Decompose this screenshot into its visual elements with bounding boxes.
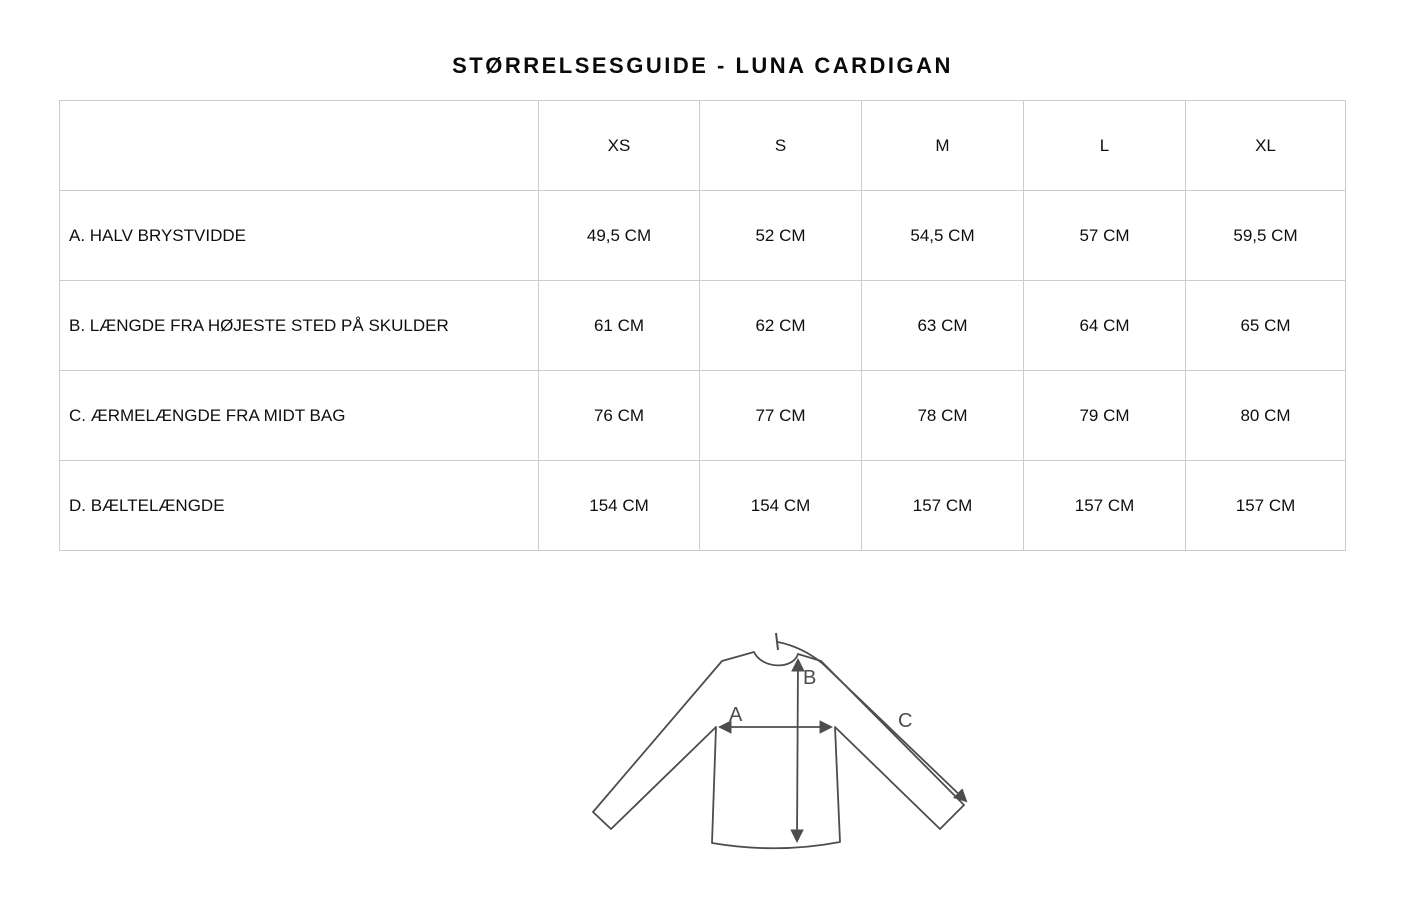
cell-value: 64 CM	[1024, 281, 1186, 371]
header-cell-empty	[60, 101, 539, 191]
header-cell-m: M	[862, 101, 1024, 191]
cell-value: 157 CM	[862, 461, 1024, 551]
header-cell-s: S	[700, 101, 862, 191]
cell-value: 54,5 CM	[862, 191, 1024, 281]
header-cell-xl: XL	[1186, 101, 1346, 191]
cell-value: 154 CM	[539, 461, 700, 551]
table-row	[60, 461, 1346, 551]
table-header-row	[60, 101, 1346, 191]
cardigan-measurement-diagram	[565, 606, 995, 876]
page-title: STØRRELSESGUIDE - LUNA CARDIGAN	[452, 53, 953, 78]
cell-value: 157 CM	[1186, 461, 1346, 551]
cell-value: 79 CM	[1024, 371, 1186, 461]
measure-c-label: C	[898, 710, 913, 732]
measure-a-label: A	[729, 704, 743, 726]
measure-c-line	[778, 642, 966, 801]
table-row	[60, 191, 1346, 281]
cell-value: 52 CM	[700, 191, 862, 281]
cell-value: 62 CM	[700, 281, 862, 371]
table-row	[60, 371, 1346, 461]
cell-value: 65 CM	[1186, 281, 1346, 371]
cell-value: 57 CM	[1024, 191, 1186, 281]
row-label: B. LÆNGDE FRA HØJESTE STED PÅ SKULDER	[60, 281, 539, 371]
measure-b-label: B	[803, 667, 817, 689]
cardigan-outline-shape	[593, 652, 964, 848]
measure-c-start-tick	[776, 633, 778, 650]
header-cell-l: L	[1024, 101, 1186, 191]
cell-value: 63 CM	[862, 281, 1024, 371]
table-row	[60, 281, 1346, 371]
cell-value: 59,5 CM	[1186, 191, 1346, 281]
cell-value: 157 CM	[1024, 461, 1186, 551]
size-table	[59, 100, 1346, 551]
row-label: D. BÆLTELÆNGDE	[60, 461, 539, 551]
cell-value: 76 CM	[539, 371, 700, 461]
row-label: C. ÆRMELÆNGDE FRA MIDT BAG	[60, 371, 539, 461]
cell-value: 78 CM	[862, 371, 1024, 461]
measure-b-arrow	[797, 660, 798, 841]
cell-value: 77 CM	[700, 371, 862, 461]
cell-value: 154 CM	[700, 461, 862, 551]
cell-value: 80 CM	[1186, 371, 1346, 461]
cell-value: 61 CM	[539, 281, 700, 371]
header-cell-xs: XS	[539, 101, 700, 191]
row-label: A. HALV BRYSTVIDDE	[60, 191, 539, 281]
cell-value: 49,5 CM	[539, 191, 700, 281]
